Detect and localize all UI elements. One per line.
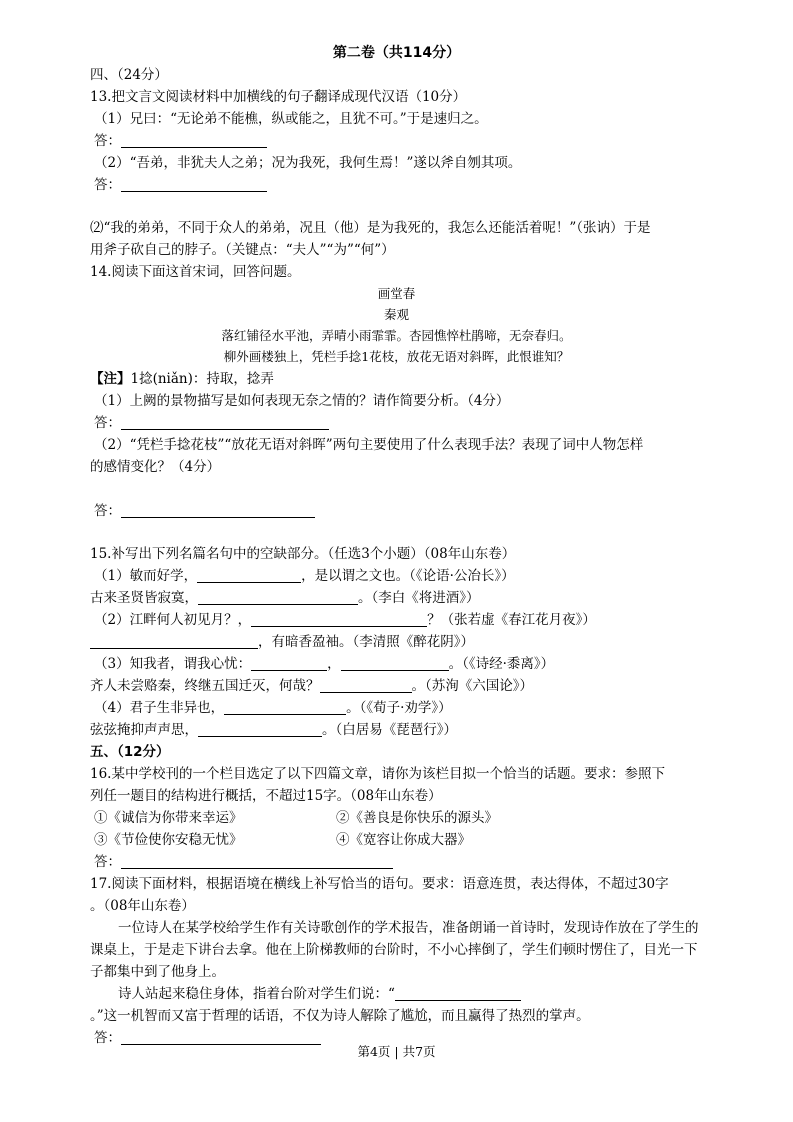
- q17-paragraph-line4: [118, 983, 521, 1005]
- q13-stem: 13.把文言文阅读材料中加横线的句子翻译成现代汉语（10分）: [90, 89, 467, 105]
- q13-answer1: [94, 130, 267, 152]
- q17-paragraph-line5: 。”这一机智而又富于哲理的话语，不仅为诗人解除了尴尬，而且赢得了热烈的掌声。: [90, 1008, 590, 1024]
- q15-line1: [94, 565, 515, 587]
- q16-option-3: ③《节俭使你安稳无忧》: [94, 832, 243, 848]
- answer-label: 答：: [94, 1030, 121, 1046]
- answer-blank[interactable]: [121, 132, 267, 148]
- section-four-header: 四、（24分）: [90, 67, 168, 83]
- fill-blank[interactable]: [224, 699, 346, 715]
- q15-text: 。（《荀子·劝学》）: [346, 700, 452, 716]
- answer-label: 答：: [94, 854, 121, 870]
- poem-line-1: 落红铺径水平池，弄晴小雨霏霏。杏园憔悴杜鹃啼，无奈春归。: [221, 328, 572, 343]
- answer-label: 答：: [94, 177, 121, 193]
- answer-blank[interactable]: [121, 176, 267, 192]
- q16-answer: [94, 851, 393, 873]
- fill-blank[interactable]: [197, 567, 301, 583]
- note-tag: 【注】: [90, 371, 131, 387]
- q16-stem-line2: 列任一题目的结构进行概括，不超过15字。（08年山东卷）: [90, 788, 442, 804]
- q13-answer-text-line1: ⑵“我的弟弟，不同于众人的弟弟，况且（他）是为我死的，我怎么还能活着呢！”（张讷）于是: [90, 220, 651, 236]
- q16-option-1: ①《诚信为你带来幸运》: [94, 810, 243, 826]
- q13-part2: （2）“吾弟，非犹夫人之弟；况为我死，我何生焉！”遂以斧自刎其项。: [94, 155, 522, 171]
- q15-text: 。（白居易《琵琶行》）: [322, 722, 457, 738]
- q15-stem: 15.补写出下列名篇名句中的空缺部分。（任选3个小题）（08年山东卷）: [90, 546, 516, 562]
- q15-line7: [94, 697, 452, 719]
- fill-blank[interactable]: [341, 655, 449, 671]
- q15-line4: [90, 631, 474, 653]
- answer-label: 答：: [94, 415, 121, 431]
- section-five-header: 五、（12分）: [90, 744, 170, 760]
- poem-line-2: 柳外画楼独上，凭栏手捻1花枝，放花无语对斜晖，此恨谁知？: [223, 349, 570, 364]
- note-text: 1捻(niǎn)：持取，捻弄: [130, 371, 274, 387]
- q17-paragraph-line1: 一位诗人在某学校给学生作有关诗歌创作的学术报告，准备朗诵一首诗时，发现诗作放在了学生的: [118, 920, 699, 936]
- answer-label: 答：: [94, 503, 121, 519]
- q14-part1: （1）上阙的景物描写是如何表现无奈之情的？请作简要分析。（4分）: [94, 393, 510, 409]
- page-footer: 第4页 | 共7页: [357, 1044, 436, 1059]
- q14-answer1: [94, 412, 329, 434]
- q15-text: 齐人未尝赂秦，终继五国迁灭，何哉？: [90, 678, 320, 694]
- fill-blank[interactable]: [90, 633, 258, 649]
- q13-answer-text-line2: 用斧子砍自己的脖子。（关键点：“夫人”“为”“何”）: [90, 242, 395, 258]
- q15-text: ，: [327, 656, 341, 672]
- q15-line5: [94, 653, 554, 675]
- q14-part2-line2: 的感情变化？（4分）: [90, 459, 221, 475]
- q15-text: 弦弦掩抑声声思，: [90, 722, 198, 738]
- q15-line2: [90, 587, 480, 609]
- q15-text: 。（李白《将进酒》）: [358, 590, 480, 606]
- q16-stem-line1: 16.某中学校刊的一个栏目选定了以下四篇文章，请你为该栏目拟一个恰当的话题。要求：参照下: [90, 766, 665, 782]
- fill-blank[interactable]: [251, 655, 327, 671]
- q14-stem: 14.阅读下面这首宋词，回答问题。: [90, 264, 301, 280]
- q17-paragraph-line3: 子都集中到了他身上。: [90, 964, 225, 980]
- q14-part2-line1: （2）“凭栏手捻花枝”“放花无语对斜晖”两句主要使用了什么表现手法？表现了词中人物怎样: [94, 437, 644, 453]
- q15-line6: [90, 675, 533, 697]
- q15-text: 。（《诗经·黍离》）: [448, 656, 555, 672]
- poem-title: 画堂春: [377, 286, 416, 301]
- q15-line8: [90, 719, 457, 741]
- q15-line3: [94, 609, 596, 631]
- q17-stem-line2: 。（08年山东卷）: [90, 898, 195, 914]
- fill-blank[interactable]: [251, 611, 427, 627]
- q15-text: （1）敏而好学，: [94, 568, 198, 584]
- answer-blank[interactable]: [121, 502, 315, 518]
- q17-stem-line1: 17.阅读下面材料，根据语境在横线上补写恰当的语句。要求：语意连贯，表达得体，不超过30字: [90, 876, 669, 892]
- q14-answer2: [94, 500, 315, 522]
- q16-option-2: ②《善良是你快乐的源头》: [336, 810, 498, 826]
- q15-text: ？（张若虚《春江花月夜》）: [427, 612, 596, 628]
- poem-author: 秦观: [383, 307, 409, 322]
- q15-text: （3）知我者，谓我心忧：: [94, 656, 252, 672]
- fill-blank[interactable]: [395, 985, 521, 1001]
- q13-part1: （1）兄曰：“无论弟不能樵，纵或能之，且犹不可。”于是速归之。: [94, 111, 488, 127]
- q15-text: （2）江畔何人初见月？，: [94, 612, 252, 628]
- q15-text: ，是以谓之文也。（《论语·公冶长》）: [301, 568, 515, 584]
- q17-text: 诗人站起来稳住身体，指着台阶对学生们说：“: [118, 986, 395, 1002]
- q15-text: （4）君子生非异也，: [94, 700, 225, 716]
- q15-text: ，有暗香盈袖。（李清照《醉花阴》）: [258, 634, 474, 650]
- answer-label: 答：: [94, 133, 121, 149]
- q15-text: 古来圣贤皆寂寞，: [90, 590, 198, 606]
- fill-blank[interactable]: [198, 589, 358, 605]
- q17-paragraph-line2: 课桌上，于是走下讲台去拿。他在上阶梯教师的台阶时，不小心摔倒了，学生们顿时愣住了，目光一下: [90, 942, 698, 958]
- fill-blank[interactable]: [198, 721, 322, 737]
- answer-blank[interactable]: [121, 853, 393, 869]
- section-title: 第二卷（共114分）: [332, 45, 461, 61]
- q13-answer2: [94, 174, 267, 196]
- q16-option-4: ④《宽容让你成大器》: [336, 832, 471, 848]
- answer-blank[interactable]: [121, 414, 329, 430]
- fill-blank[interactable]: [320, 677, 412, 693]
- poem-note: [90, 368, 274, 390]
- q15-text: 。（苏洵《六国论》）: [411, 678, 533, 694]
